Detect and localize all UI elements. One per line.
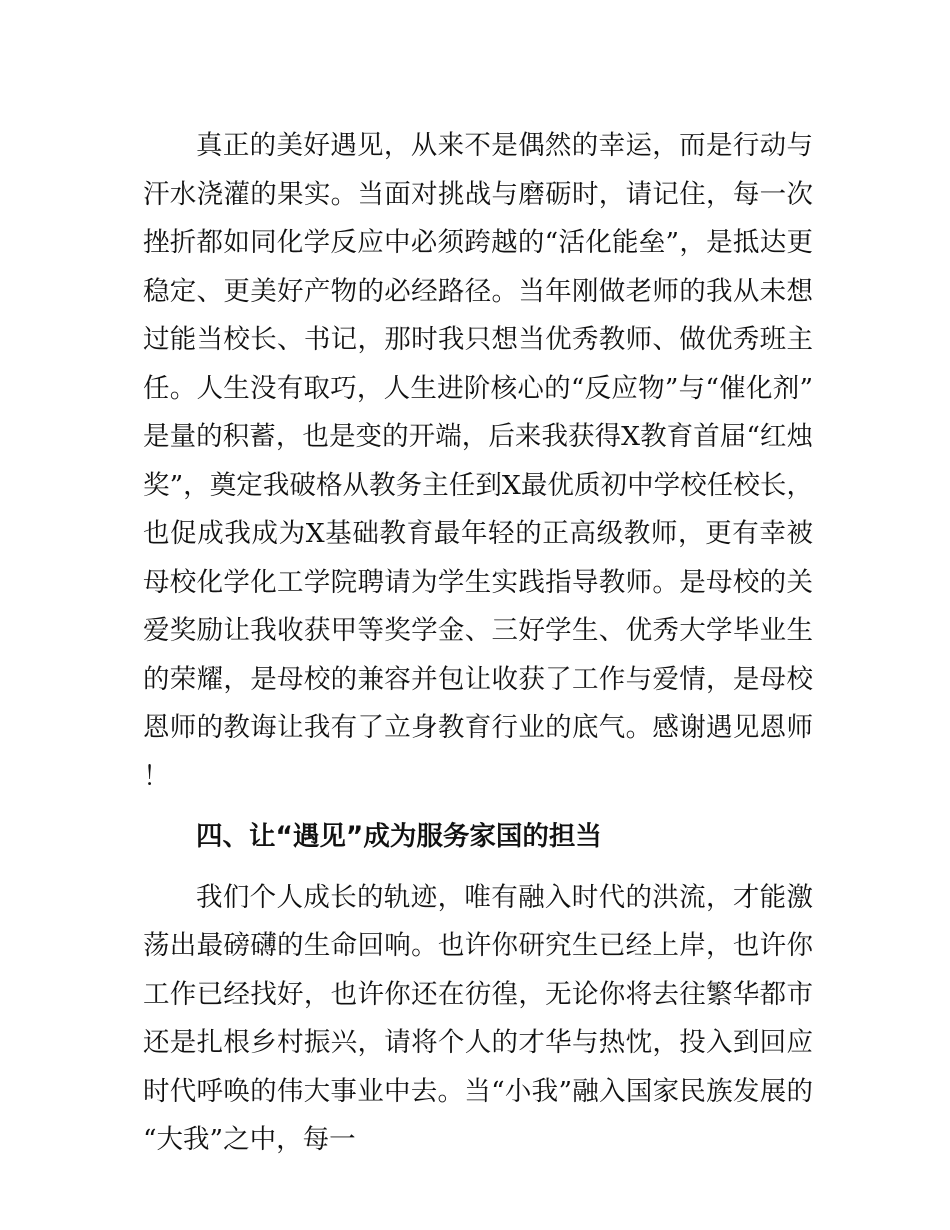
body-paragraph-gratitude: 真正的美好遇见，从来不是偶然的幸运，而是行动与汗水浇灌的果实。当面对挑战与磨砺时，请记住，每一次挫折都如同化学反应中必须跨越的“活化能垒”，是抵达更稳定、更美好产物的必经路径。当年刚做老师的我从未想过能当校长、书记，那时我只想当优秀教师、做优秀班主任。人生没有取巧，人生进阶核心的“反应物”与“催化剂”是量的积蓄，也是变的开端，后来我获得X教育首届“红烛奖”，奠定我破格从教务主任到X最优质初中学校任校长，也促成我成为X基础教育最年轻的正高级教师，更有幸被母校化学化工学院聘请为学生实践指导教师。是母校的关爱奖励让我收获甲等奖学金、三好学生、优秀大学毕业生的荣耀，是母校的兼容并包让收获了工作与爱情，是母校恩师的教诲让我有了立身教育行业的底气。感谢遇见恩师！ xyxy=(143,130,813,792)
section-heading: 四、让“遇见”成为服务家国的担当 xyxy=(196,821,602,852)
document-page xyxy=(143,122,813,1165)
body-paragraph-service: 我们个人成长的轨迹，唯有融入时代的洪流，才能激荡出最磅礴的生命回响。也许你研究生已经上岸，也许你工作已经找好，也许你还在彷徨，无论你将去往繁华都市还是扎根乡村振兴，请将个人的才华与热忱，投入到回应时代呼唤的伟大事业中去。当“小我”融入国家民族发展的“大我”之中，每一 xyxy=(143,881,813,1155)
